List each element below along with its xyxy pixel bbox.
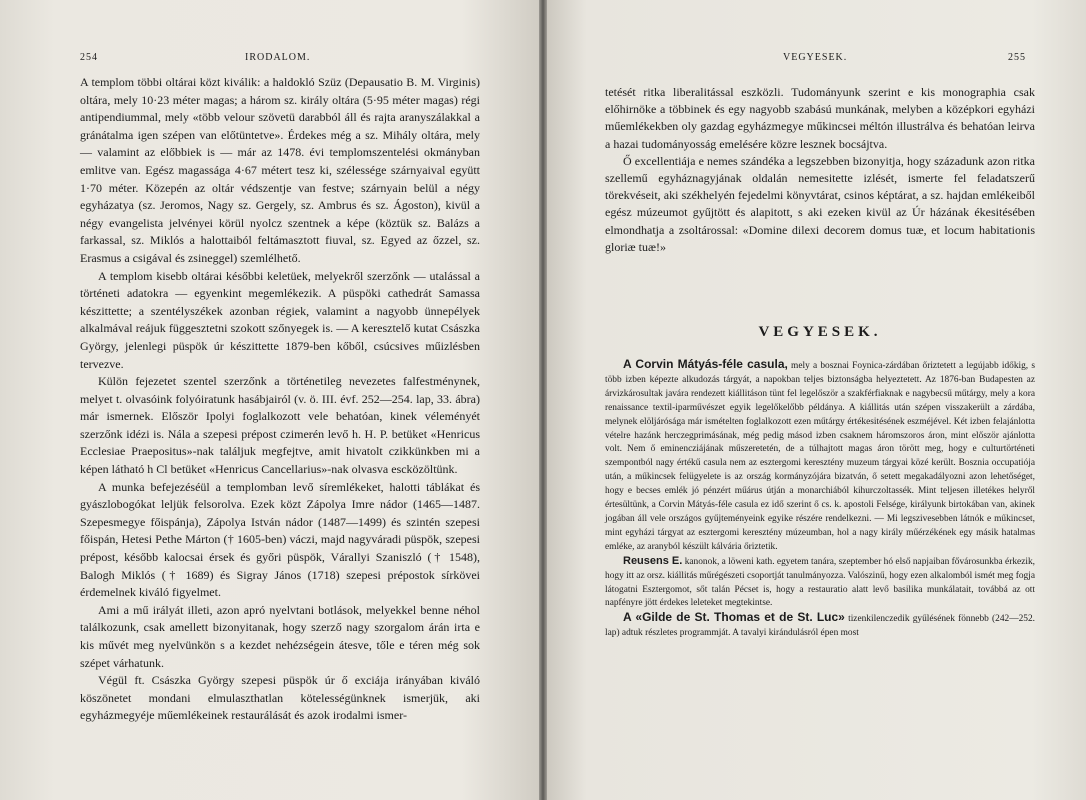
news-text: mely a bosznai Foynica-zárdában őriztetett a legújabb időkig, s több izben képezte alkudozás tárgyát, a napokban teljes biztonságba helyeztetett. Az 1876-ban Budapesten az árvizkárosultak javára rendezett kiállitáson tünt fel legelőször a szakférfiaknak e nagybecsű műtárgy, mely a kora renaissance textil-iparművészet egyik legelőkelőbb példánya. A kiállitás után szépen visszakerült a zárdába, melynek elöljárósága már ismételten foglalkozott ezen műtárgy értékesitésének eszméjével. Két izben felajánlotta vételre hazánk herczegprimásának, még pedig másod izben csaknem háromszoros áron, mint először ajánlotta volt. Nem ő eminencziájának műszeretetén, de a túlhajtott magas áron törött meg, hogy e culturtörténeti szempontból nagy értékű casula nem az esztergomi keresztény muzeum tárgyai közé került. Bosznia occupatiója után, a műkincsek felügyelete is az ország kormányzójára bizatván, ő setett megakadályozni azon lehetőséget, hogy e becses emlék jó pénzért műárus útján a monarchiából kihurczoltassék. Mint teljesen illetékes helyről értesültünk, a Corvin Mátyás-féle casula ez idő szerint ő cs. k. apostoli Felsége, királyunk birtokában van, akinek jogában áll vele országos gyűjteményeink egyike részére rendelkezni. — Mi legszivesebben látnók e műkincset, mint egyházi tárgyat az esztergomi keresztény múzeumban, hol a nagy király műérzékének egy másik hatalmas emléke, az aranyból készült kálvária őriztetik.	[605, 361, 1035, 552]
news-lead: Reusens E.	[623, 554, 683, 567]
left-text-column	[80, 74, 480, 725]
book-gutter	[539, 0, 547, 800]
right-page-number: 255	[1008, 52, 1026, 63]
paragraph: Ő excellentiája e nemes szándéka a legszebben bizonyitja, hogy századunk azon ritka szellemű egyháznagyjának oldalán nemesitette izlését, ismerte fel feladatszerű törekvéseit, aki székhelyén fejedelmi könyvtárat, csinos képtárat, a sz. hajdan emlékeiből egész múzeumot gyűjtött és alapitott, s aki ezeken kivül az Úr házának ékesitésében elmondhatja a zsoltárossal: «Domine dilexi decorem domus tuæ, et locum habitationis gloriæ tuæ!»	[605, 153, 1035, 254]
news-lead: A Corvin Mátyás-féle casula,	[623, 357, 788, 371]
news-text: kanonok, a löweni kath. egyetem tanára, szeptember hó első napjaiban fővárosunkba érkezik, hogy itt az orsz. kiállitás műrégészeti csoportját tanulmányozza. Valószinű, hogy ezen alkalomból ismét meg fogja látogatni Esztergomot, sőt talán Pécset is, hogy a restauratio alatt levő basilika munkálatait, továbbá az ott napfényre jött érdekes leleteket megtekintse.	[605, 556, 1035, 609]
left-page-number: 254	[80, 52, 98, 63]
paragraph: tetését ritka liberalitással eszközli. Tudományunk szerint e kis monographia csak előhirnöke a többinek és egy nagyobb szabású munkának, melyben a középkori egyházi műemlékekben oly gazdag egyházmegye műkincsei méltón illustrálva és behatóan leirva a hazai tudományosság emelésére közre lesznek bocsájtva.	[605, 85, 1035, 151]
paragraph: A munka befejezéséül a templomban levő síremlékeket, halotti táblákat és gyászlobogókat leljük felsorolva. Ezek közt Zápolya Imre nádor (1465—1487. Szepesmegye főispánja), Zápolya István nádor (1487—1499) és szintén szepesi főispán, Hetesi Pethe Márton († 1605-ben) váczi, majd nagyváradi püspök, szepesi prépost, később kalocsai érsek és győri püspök, Várallyi Szaniszló († 1548), Balogh Miklós († 1689) és Sigray János (1718) szepesi prépostok sírkövei érdemelnek kiváló figyelmet.	[80, 479, 480, 600]
paragraph: A templom kisebb oltárai későbbi keletüek, melyekről szerzőnk — utalással a történeti adatokra — egyenkint megemlékezik. A püspöki cathedrát Samassa készittette; a szentélyszékek azonban régiek, valamint a nagyobb ünnepélyek alkalmával reájuk függesztetni szokott szőnyegek is. — A keresztelő kutat Császka György, jelenlegi püspök úr készittette 1879-ben kőből, csúcsives műizlésben tervezve.	[80, 268, 480, 371]
right-page	[543, 0, 1086, 800]
news-lead: A «Gilde de St. Thomas et de St. Luc»	[623, 610, 845, 625]
paragraph: Végül ft. Császka György szepesi püspök úr ő exciája irányában kiváló köszönetet mondani elmulaszthatlan kötelességünknek ismerjük, aki egyházmegyéje műemlékeinek restaurálását és azok irodalmi ismer-	[80, 673, 480, 723]
right-running-head: VEGYESEK.	[783, 52, 848, 63]
left-running-head: IRODALOM.	[245, 52, 311, 63]
paragraph: A templom többi oltárai közt kiválik: a haldokló Szüz (Depausatio B. M. Virginis) oltára, mely 10·23 méter magas; a három sz. király oltára (5·95 méter magas) régi antipendiummal, mely «több velour szövetü darabból áll és rajta aranyszálakkal a gránátalma igen szépen van előtüntetve». Érdekes még a sz. Mihály oltára, mely — valamint az előbbiek is — már az 1478. évi templomszentelési okmányban emlitve van. Egész magassága 4·67 métert tesz ki, szélessége szárnyaival együtt 1·70 méter. Közepén az oltár védszentje van festve; szárnyain belül a négy egyházatya (sz. Jeromos, Nagy sz. Gergely, sz. Ambrus és sz. Ágoston), kivül a négy evangelista jelvényei körül nyolcz szentnek a képe (köztük sz. Balázs a farkassal, sz. Miklós a halottaiból feltámasztott fiuval, sz. Egyed az őzzel, sz. Erasmus a csigával és zsineggel) szemlélhető.	[80, 75, 480, 265]
news-item	[605, 555, 1035, 612]
news-item	[605, 611, 1035, 641]
news-column	[605, 358, 1035, 641]
news-text: tizenkilenczedik gyűlésének fönnebb (242—252. lap) adtuk részletes programmját. A tavalyi kirándulásról épen most	[605, 614, 1036, 639]
section-title: VEGYESEK.	[758, 324, 882, 340]
news-item	[605, 358, 1035, 555]
paragraph: Külön fejezetet szentel szerzőnk a történetileg nevezetes falfestménynek, melyet t. olvasóink folyóiratunk hasábjairól (v. ö. III. évf. 252—254. lap, 33. ábra) már ismernek. Először Ipolyi foglalkozott vele behatóan, kinek véleményét szerzőnk idézi is. Nála a szepesi prépost czimerén levő h. H. P. betüket «Henricus Ecclesiae Praepositus»-nak találjuk megfejtve, amit hivatolt czikkünkben mi a képen látható h Cl betüket «Henricus Cancellarius»-nak olvasva escközöltünk.	[80, 374, 480, 477]
paragraph: Ami a mű irályát illeti, azon apró nyelvtani botlások, melyekkel benne néhol találkozunk, csak amellett bizonyitanak, hogy szerző nagy szorgalom árán irta e kis művét meg nyelvünkön s a kezdet nehézségein átesve, tőle e téren még sok szépet várhatunk.	[80, 602, 480, 670]
right-text-column	[605, 84, 1035, 256]
